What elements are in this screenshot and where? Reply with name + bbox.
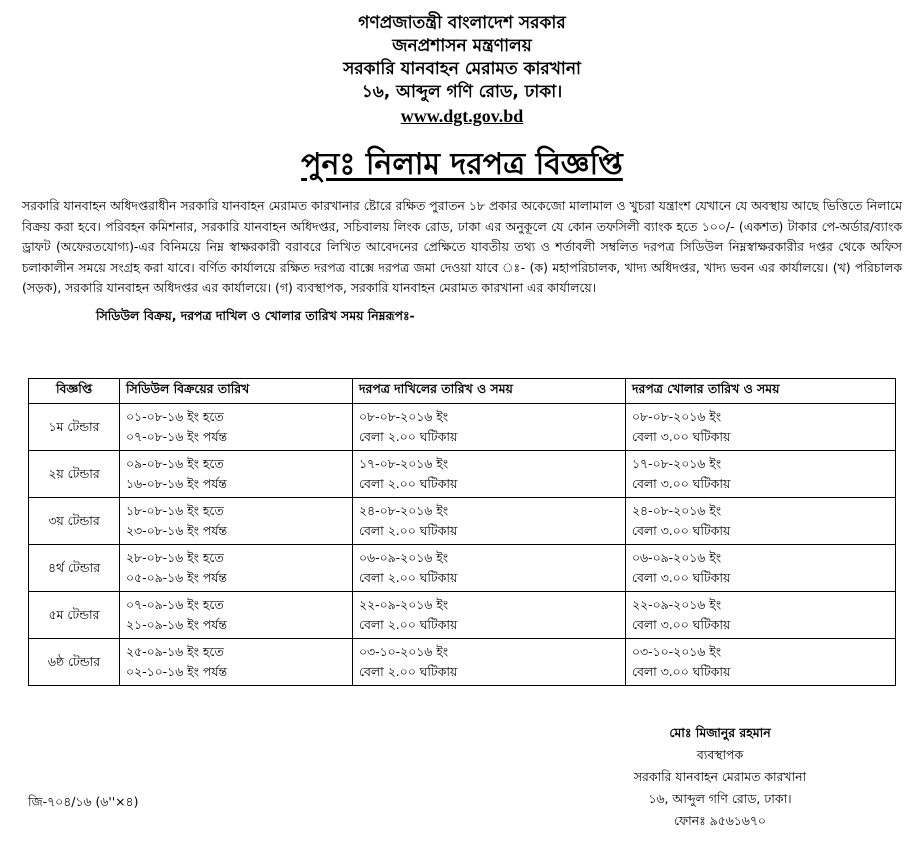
submit-date: ১৭-০৮-২০১৬ ইং — [359, 456, 449, 471]
table-row — [29, 639, 896, 686]
submit-date-cell — [353, 592, 626, 639]
tender-label: ৩য় টেন্ডার — [29, 498, 120, 545]
submit-date: ০৩-১০-২০১৬ ইং — [359, 644, 449, 659]
office-name: সরকারি যানবাহন মেরামত কারখানা — [343, 59, 581, 79]
submit-date: ০৬-০৯-২০১৬ ইং — [359, 550, 449, 565]
signatory-address: ১৬, আব্দুল গণি রোড, ঢাকা। — [648, 791, 792, 806]
sale-from: ০৯-০৮-১৬ ইং হতে — [126, 456, 224, 471]
submit-time: বেলা ২.০০ ঘটিকায় — [359, 429, 458, 444]
table-row — [29, 592, 896, 639]
submit-date-cell — [353, 639, 626, 686]
open-time: বেলা ৩.০০ ঘটিকায় — [632, 429, 731, 444]
sale-to: ০৫-০৯-১৬ ইং পর্যন্ত — [126, 570, 227, 585]
table-row — [29, 498, 896, 545]
sale-from: ০৭-০৯-১৬ ইং হতে — [126, 597, 224, 612]
open-time: বেলা ৩.০০ ঘটিকায় — [632, 664, 731, 679]
tender-label: ২য় টেন্ডার — [29, 451, 120, 498]
submit-date: ০৮-০৮-২০১৬ ইং — [359, 409, 449, 424]
submit-time: বেলা ২.০০ ঘটিকায় — [359, 570, 458, 585]
office-address: ১৬, আব্দুল গণি রোড, ঢাকা। — [361, 82, 563, 102]
open-date: ০৩-১০-২০১৬ ইং — [632, 644, 722, 659]
submit-date-cell — [353, 451, 626, 498]
sale-from: ০১-০৮-১৬ ইং হতে — [126, 409, 224, 424]
column-header-submit-date: দরপত্র দাখিলের তারিখ ও সময় — [353, 379, 626, 404]
submit-date-cell — [353, 498, 626, 545]
table-row — [29, 451, 896, 498]
letterhead — [0, 0, 924, 128]
column-header-open-date: দরপত্র খোলার তারিখ ও সময় — [626, 379, 896, 404]
open-time: বেলা ৩.০০ ঘটিকায় — [632, 570, 731, 585]
open-date: ০৮-০৮-২০১৬ ইং — [632, 409, 722, 424]
sale-date-cell — [120, 545, 353, 592]
signature-block — [560, 722, 880, 832]
tender-label: ৫ম টেন্ডার — [29, 592, 120, 639]
open-date: ০৬-০৯-২০১৬ ইং — [632, 550, 722, 565]
submit-time: বেলা ২.০০ ঘটিকায় — [359, 664, 458, 679]
sale-date-cell — [120, 592, 353, 639]
open-date-cell — [626, 498, 896, 545]
open-date: ২২-০৯-২০১৬ ইং — [632, 597, 722, 612]
sale-date-cell — [120, 639, 353, 686]
column-header-notice: বিজ্ঞপ্তি — [29, 379, 120, 404]
open-date: ২৪-০৮-২০১৬ ইং — [632, 503, 722, 518]
government-name: গণপ্রজাতন্ত্রী বাংলাদেশ সরকার — [358, 13, 566, 33]
website-link[interactable]: www.dgt.gov.bd — [400, 106, 524, 126]
signatory-designation: ব্যবস্থাপক — [696, 747, 744, 762]
sale-to: ২১-০৯-১৬ ইং পর্যন্ত — [126, 617, 227, 632]
sale-date-cell — [120, 498, 353, 545]
open-date-cell — [626, 451, 896, 498]
column-header-sale-date: সিডিউল বিক্রয়ের তারিখ — [120, 379, 353, 404]
signatory-office: সরকারি যানবাহন মেরামত কারখানা — [633, 769, 807, 784]
submit-date: ২৪-০৮-২০১৬ ইং — [359, 503, 449, 518]
sale-from: ১৮-০৮-১৬ ইং হতে — [126, 503, 224, 518]
reference-number: জি-৭০৪/১৬ (৬''×৪) — [28, 794, 139, 809]
sale-to: ০২-১০-১৬ ইং পর্যন্ত — [126, 664, 227, 679]
tender-label: ১ম টেন্ডার — [29, 404, 120, 451]
submit-date-cell — [353, 404, 626, 451]
open-date: ১৭-০৮-২০১৬ ইং — [632, 456, 722, 471]
open-time: বেলা ৩.০০ ঘটিকায় — [632, 617, 731, 632]
schedule-heading: সিডিউল বিক্রয়, দরপত্র দাখিল ও খোলার তারিখ সময় নিম্নরূপঃ- — [96, 307, 415, 323]
table-row — [29, 545, 896, 592]
tender-schedule-table — [28, 378, 896, 686]
sale-date-cell — [120, 451, 353, 498]
sale-from: ২৫-০৯-১৬ ইং হতে — [126, 644, 224, 659]
notice-title-text: পুনঃ নিলাম দরপত্র বিজ্ঞপ্তি — [301, 147, 623, 182]
ministry-name: জনপ্রশাসন মন্ত্রণালয় — [392, 36, 532, 56]
open-date-cell — [626, 592, 896, 639]
table-row — [29, 404, 896, 451]
sale-from: ২৮-০৮-১৬ ইং হতে — [126, 550, 224, 565]
table-header-row — [29, 379, 896, 404]
open-date-cell — [626, 639, 896, 686]
submit-time: বেলা ২.০০ ঘটিকায় — [359, 617, 458, 632]
tender-label: ৪র্থ টেন্ডার — [29, 545, 120, 592]
notice-body: সরকারি যানবাহন অধিদপ্তরাধীন সরকারি যানবাহন মেরামত কারখানার ষ্টোরে রক্ষিত পুরাতন ১৮ প্রকার অকেজো মালামাল ও খুচরা যন্ত্রাংশ যেখানে যে অবস্থায় আছে ভিত্তিতে নিলামে বিক্রয় করা হবে। পরিবহন কমিশনার, সরকারি যানবাহন অধিদপ্তর, সচিবালয় লিংক রোড, ঢাকা এর অনুকূলে যে কোন তফসিলী ব্যাংক হতে ১০০/- (একশত) টাকার পে-অর্ডার/ব্যাংক ড্রাফট (অফেরতযোগ্য)-এর বিনিময়ে নিম্ন স্বাক্ষরকারী বরাবরে লিখিত আবেদনের প্রেক্ষিতে যাবতীয় তথ্য ও শর্তাবলী সম্বলিত দরপত্র সিডিউল নিম্নস্বাক্ষরকারীর দপ্তর থেকে অফিস চলাকালীন সময়ে সংগ্রহ করা যাবে। বর্ণিত কার্যালয়ে রক্ষিত দরপত্র বাক্সে দরপত্র জমা দেওয়া যাবে ঃ- (ক) মহাপরিচালক, খাদ্য অধিদপ্তর, খাদ্য ভবন এর কার্যালয়ে। (খ) পরিচালক (সড়ক), সরকারি যানবাহন অধিদপ্তর এর কার্যালয়ে। (গ) ব্যবস্থাপক, সরকারি যানবাহন মেরামত কারখানা এর কার্যালয়ে। — [22, 198, 902, 296]
sale-to: ২৩-০৮-১৬ ইং পর্যন্ত — [126, 523, 227, 538]
tender-label: ৬ষ্ঠ টেন্ডার — [29, 639, 120, 686]
sale-to: ০৭-০৮-১৬ ইং পর্যন্ত — [126, 429, 227, 444]
sale-date-cell — [120, 404, 353, 451]
open-date-cell — [626, 404, 896, 451]
submit-time: বেলা ২.০০ ঘটিকায় — [359, 476, 458, 491]
signatory-name: মোঃ মিজানুর রহমান — [669, 725, 771, 740]
submit-time: বেলা ২.০০ ঘটিকায় — [359, 523, 458, 538]
sale-to: ১৬-০৮-১৬ ইং পর্যন্ত — [126, 476, 227, 491]
submit-date-cell — [353, 545, 626, 592]
open-date-cell — [626, 545, 896, 592]
open-time: বেলা ৩.০০ ঘটিকায় — [632, 523, 731, 538]
signatory-phone: ফোনঃ ৯৫৬১৬৭০ — [674, 813, 766, 828]
submit-date: ২২-০৯-২০১৬ ইং — [359, 597, 449, 612]
notice-title — [0, 146, 924, 184]
open-time: বেলা ৩.০০ ঘটিকায় — [632, 476, 731, 491]
